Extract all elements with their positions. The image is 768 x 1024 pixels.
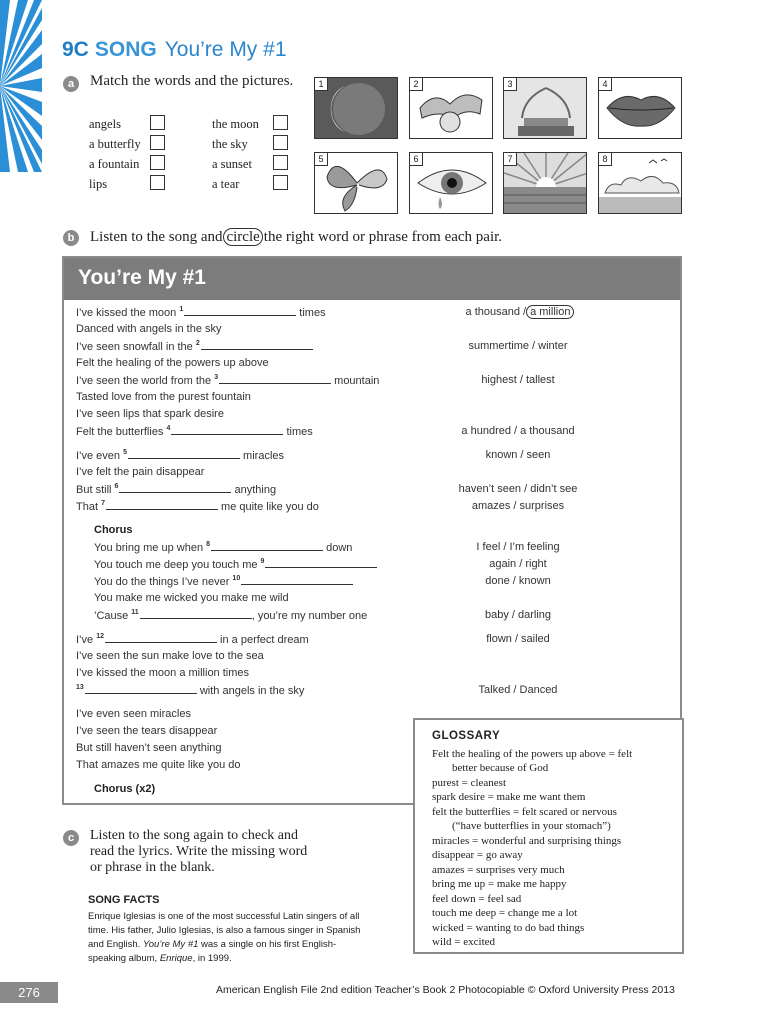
answer-blank[interactable] [171,425,283,435]
answer-blank[interactable] [106,500,218,510]
glossary-line: spark desire = make me want them [432,791,586,803]
instruction-a: Match the words and the pictures. [90,73,294,89]
answer-blank[interactable] [241,575,353,585]
lesson-code: 9C [62,38,89,61]
instruction-c-line: read the lyrics. Write the missing word [90,844,308,859]
match-checkbox[interactable] [273,155,288,170]
match-checkbox[interactable] [273,115,288,130]
glossary-line: feel down = feel sad [432,893,522,905]
option-pair[interactable]: haven’t seen / didn’t see [458,483,578,495]
answer-blank[interactable] [201,340,313,350]
footer-copyright: American English File 2nd edition Teacher’s Book 2 Photocopiable © Oxford University Press 2013 [216,984,675,996]
option-pair[interactable]: summertime / winter [468,340,568,352]
badge-a: a [63,76,79,92]
answer-blank[interactable] [105,633,217,643]
lyric-line: I’ve even $^5$ miracles [76,449,285,462]
match-checkbox[interactable] [150,135,165,150]
glossary-title: GLOSSARY [432,730,501,742]
word-label: a sunset [212,157,252,171]
lyric-line: Felt the butterflies $^4$ times [76,425,313,438]
lyric-line: I’ve seen the world from the $^3$ mountain [76,374,380,387]
lyric-line: I’ve even seen miracles [76,708,191,720]
option-pair[interactable]: a hundred / a thousand [461,425,575,437]
option-pair[interactable]: done / known [485,575,551,587]
glossary-line: bring me up = make me happy [432,878,567,890]
picture-3-fountain [503,77,587,139]
word-label: lips [89,177,108,191]
glossary-line: (“have butterflies in your stomach”) [452,820,611,832]
answer-blank[interactable] [219,374,331,384]
glossary-line: disappear = go away [432,849,523,861]
lyric-line: You make me wicked you make me wild [94,592,289,604]
song-header-title: You’re My #1 [78,266,206,289]
match-checkbox[interactable] [273,175,288,190]
lyric-line: $^{13}$ with angels in the sky [76,684,305,697]
picture-number: 3 [504,78,517,91]
option-pair[interactable]: flown / sailed [486,633,550,645]
song-facts-line: speaking album, Enrique, in 1999. [88,953,232,964]
picture-number: 8 [599,153,612,166]
lyric-line: Danced with angels in the sky [76,323,222,335]
picture-number: 4 [599,78,612,91]
glossary-line: wild = excited [432,936,496,948]
glossary-line: miracles = wonderful and surprising things [432,835,622,847]
lyric-line: Tasted love from the purest fountain [76,391,251,403]
sunburst-decoration [0,0,42,172]
song-header [64,258,680,300]
word-label: a tear [212,177,240,191]
match-checkbox[interactable] [273,135,288,150]
answer-blank[interactable] [184,306,296,316]
answer-blank[interactable] [85,684,197,694]
page-title [62,38,287,62]
glossary-line: purest = cleanest [432,777,507,789]
glossary-box [413,718,684,954]
lyric-line: I’ve seen the tears disappear [76,725,218,737]
picture-7-sunset [503,152,587,214]
circled-answer[interactable]: a million [526,305,574,319]
picture-5-butterfly [314,152,398,214]
badge-c: c [63,830,79,846]
glossary-line: Felt the healing of the powers up above = felt [432,748,633,760]
song-facts-title: SONG FACTS [88,894,160,906]
word-label: the moon [212,117,259,131]
answer-blank[interactable] [265,558,377,568]
lyric-line: ’Cause $^{11}$ , you’re my number one [94,609,368,622]
lyric-line: I’ve seen snowfall in the $^2$ [76,340,313,353]
match-checkbox[interactable] [150,175,165,190]
lyric-line: I’ve seen the sun make love to the sea [76,650,264,662]
answer-blank[interactable] [140,609,252,619]
instruction-b-part: the right word or phrase from each pair. [263,229,503,245]
option-pair[interactable]: Talked / Danced [478,684,558,696]
picture-2-angels [409,77,493,139]
word-label: a fountain [89,157,140,171]
picture-number: 2 [410,78,423,91]
match-checkbox[interactable] [150,155,165,170]
lyric-line: I’ve $^{12}$ in a perfect dream [76,633,309,646]
picture-number: 7 [504,153,517,166]
option-pair[interactable]: known / seen [485,449,551,461]
badge-b: b [63,230,79,246]
chorus-heading: Chorus [94,524,133,536]
option-pair[interactable]: amazes / surprises [471,500,565,512]
chorus-repeat-heading: Chorus (x2) [94,783,156,795]
picture-4-lips [598,77,682,139]
lyric-line: But still $^6$ anything [76,483,277,496]
option-pair[interactable]: highest / tallest [481,374,555,386]
lyric-line: That amazes me quite like you do [76,759,241,771]
glossary-line: better because of God [452,762,549,774]
song-facts-line: Enrique Iglesias is one of the most successful Latin singers of all [88,911,360,922]
lyric-line: I’ve seen lips that spark desire [76,408,224,420]
picture-1-moon [314,77,398,139]
word-label: angels [89,117,121,131]
option-pair[interactable]: again / right [489,558,547,570]
song-name: You’re My #1 [164,38,287,61]
picture-6-tear [409,152,493,214]
glossary-line: felt the butterflies = felt scared or nervous [432,806,617,818]
page-number: 276 [0,982,58,1003]
glossary-line: amazes = surprises very much [432,864,565,876]
instruction-b [90,229,502,246]
lyric-line: You bring me up when $^8$ down [94,541,353,554]
instruction-c-line: or phrase in the blank. [90,860,215,875]
instruction-c-line: Listen to the song again to check and [90,828,298,843]
lyric-line: Felt the healing of the powers up above [76,357,269,369]
picture-8-sky [598,152,682,214]
lyric-line: But still haven’t seen anything [76,742,222,754]
instruction-b-part: Listen to the song and [90,229,223,245]
lesson-type: SONG [94,38,157,61]
lyric-line: You touch me deep you touch me $^9$ [94,558,377,571]
instruction-b-circled: circle [223,228,262,246]
lyric-line: That $^7$ me quite like you do [76,500,319,513]
word-label: the sky [212,137,248,151]
match-checkbox[interactable] [150,115,165,130]
song-facts-line: and English. You’re My #1 was a single on his first English- [88,939,337,950]
lyric-line: I’ve kissed the moon a million times [76,667,250,679]
answer-blank[interactable] [128,449,240,459]
picture-number: 1 [315,78,328,91]
lyric-line: I’ve felt the pain disappear [76,466,205,478]
song-facts-line: time. His father, Julio Iglesias, is also a famous singer in Spanish [88,925,361,936]
lyric-line: You do the things I’ve never $^{10}$ [94,575,353,588]
picture-number: 6 [410,153,423,166]
answer-blank[interactable] [119,483,231,493]
answer-blank[interactable] [211,541,323,551]
glossary-line: touch me deep = change me a lot [432,907,578,919]
word-label: a butterfly [89,137,141,151]
option-pair[interactable]: baby / darling [484,609,552,621]
glossary-line: wicked = wanting to do bad things [432,922,585,934]
option-pair[interactable]: I feel / I’m feeling [476,541,560,553]
lyric-line: I’ve kissed the moon $^1$ times [76,306,326,319]
picture-number: 5 [315,153,328,166]
option-pair-example: a thousand / a million [430,306,610,318]
